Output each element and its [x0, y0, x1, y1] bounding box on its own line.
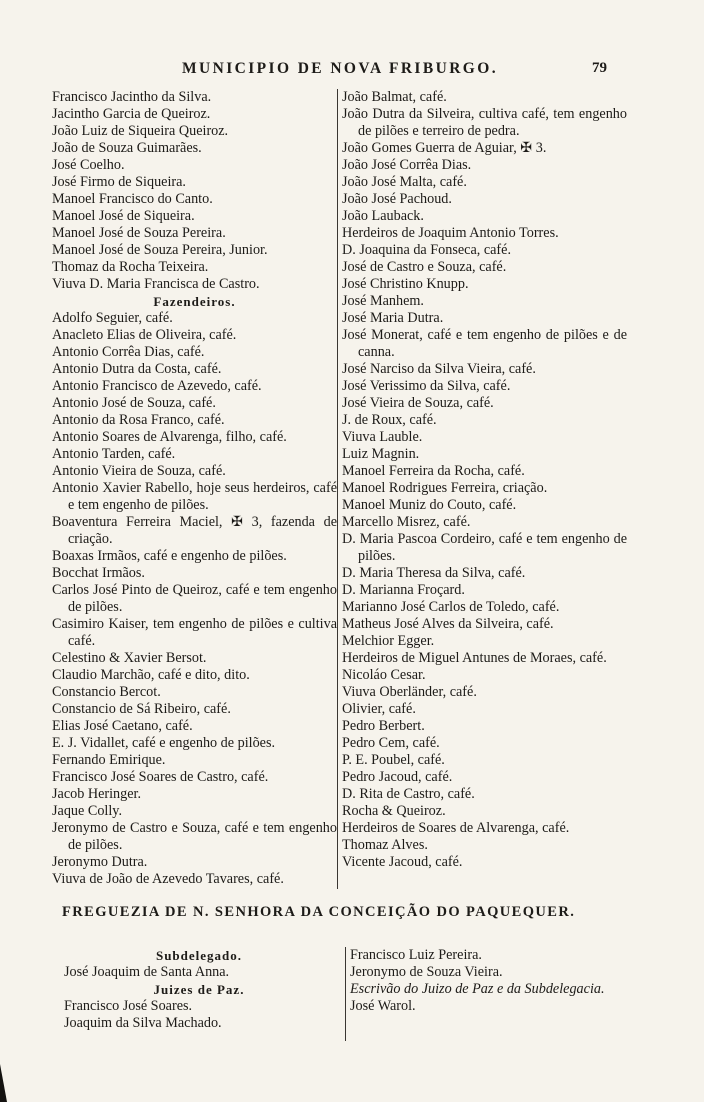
list-item: D. Rita de Castro, café.	[342, 786, 475, 802]
list-item: José Vieira de Souza, café.	[342, 395, 494, 411]
list-item: P. E. Poubel, café.	[342, 752, 445, 768]
list-item: Antonio Soares de Alvarenga, filho, café.	[52, 429, 287, 445]
list-item: Manoel Rodrigues Ferreira, criação.	[342, 480, 548, 496]
list-item: E. J. Vidallet, café e engenho de pilões.	[52, 735, 276, 751]
list-item: José Firmo de Siqueira.	[52, 174, 186, 190]
list-item: Francisco Luiz Pereira.	[350, 947, 482, 963]
list-item: José de Castro e Souza, café.	[342, 259, 507, 275]
list-item: Francisco José Soares de Castro, café.	[52, 769, 269, 785]
list-item: Constancio de Sá Ribeiro, café.	[52, 701, 231, 717]
list-item: D. Maria Theresa da Silva, café.	[342, 565, 526, 581]
list-item: João Gomes Guerra de Aguiar, ✠ 3.	[342, 140, 547, 156]
right-column	[337, 89, 627, 889]
list-item: João José Corrêa Dias.	[342, 157, 472, 173]
subheading-juizes-de-paz: Juizes de Paz.	[153, 982, 245, 997]
list-item: João Dutra da Silveira, cultiva café, tem engenho de pilões e terreiro de pedra.	[342, 106, 627, 139]
list-item: Pedro Cem, café.	[342, 735, 440, 751]
list-item: Pedro Jacoud, café.	[342, 769, 453, 785]
list-item: José Maria Dutra.	[342, 310, 444, 326]
list-item: Viuva Oberländer, café.	[342, 684, 477, 700]
list-item: Manoel José de Souza Pereira, Junior.	[52, 242, 268, 258]
list-item: Thomaz da Rocha Teixeira.	[52, 259, 209, 275]
list-item: José Coelho.	[52, 157, 125, 173]
list-item: Luiz Magnin.	[342, 446, 420, 462]
list-item: Elias José Caetano, café.	[52, 718, 193, 734]
list-item: D. Joaquina da Fonseca, café.	[342, 242, 512, 258]
list-item: Nicoláo Cesar.	[342, 667, 426, 683]
list-item: Jeronymo de Castro e Souza, café e tem engenho de pilões.	[52, 820, 337, 853]
list-item: Antonio José de Souza, café.	[52, 395, 216, 411]
list-item: Claudio Marchão, café e dito, dito.	[52, 667, 250, 683]
list-item: Marcello Misrez, café.	[342, 514, 471, 530]
list-item: Jeronymo de Souza Vieira.	[350, 964, 503, 980]
list-item: Boaxas Irmãos, café e engenho de pilões.	[52, 548, 287, 564]
list-item: João de Souza Guimarães.	[52, 140, 202, 156]
list-item: João Lauback.	[342, 208, 424, 224]
list-item: Bocchat Irmãos.	[52, 565, 145, 581]
list-item: Francisco Jacintho da Silva.	[52, 89, 212, 105]
list-item: Herdeiros de Soares de Alvarenga, café.	[342, 820, 570, 836]
list-item: José Narciso da Silva Vieira, café.	[342, 361, 536, 377]
list-item: Jacintho Garcia de Queiroz.	[52, 106, 211, 122]
list-item: Adolfo Seguier, café.	[52, 310, 173, 326]
list-item: Celestino & Xavier Bersot.	[52, 650, 207, 666]
list-item: José Verissimo da Silva, café.	[342, 378, 511, 394]
list-item: João José Pachoud.	[342, 191, 452, 207]
list-item: Manoel José de Souza Pereira.	[52, 225, 226, 241]
list-item: José Warol.	[350, 998, 416, 1014]
list-item: Manoel José de Siqueira.	[52, 208, 195, 224]
list-item: Jaque Colly.	[52, 803, 123, 819]
list-item: Jeronymo Dutra.	[52, 854, 148, 870]
list-item: Viuva D. Maria Francisca de Castro.	[52, 276, 260, 292]
list-item: Vicente Jacoud, café.	[342, 854, 463, 870]
list-item: Matheus José Alves da Silveira, café.	[342, 616, 554, 632]
section2-right-column	[345, 947, 635, 1041]
list-item: Boaventura Ferreira Maciel, ✠ 3, fazenda de criação.	[52, 514, 337, 547]
list-item: Manoel Francisco do Canto.	[52, 191, 213, 207]
subheading-escrivao: Escrivão do Juizo de Paz e da Subdelegacia.	[350, 981, 605, 997]
list-item: Olivier, café.	[342, 701, 416, 717]
list-item: D. Maria Pascoa Cordeiro, café e tem engenho de pilões.	[342, 531, 627, 564]
list-item: Thomaz Alves.	[342, 837, 428, 853]
list-item: Carlos José Pinto de Queiroz, café e tem engenho de pilões.	[52, 582, 337, 615]
list-item: José Monerat, café e tem engenho de pilões e de canna.	[342, 327, 627, 360]
page-header	[0, 60, 704, 82]
list-item: Pedro Berbert.	[342, 718, 425, 734]
list-item: Joaquim da Silva Machado.	[64, 1015, 222, 1031]
list-item: Jacob Heringer.	[52, 786, 142, 802]
list-item: J. de Roux, café.	[342, 412, 437, 428]
list-item: José Christino Knupp.	[342, 276, 469, 292]
list-item: Manoel Ferreira da Rocha, café.	[342, 463, 525, 479]
list-item: Herdeiros de Joaquim Antonio Torres.	[342, 225, 559, 241]
list-item: Herdeiros de Miguel Antunes de Moraes, café.	[342, 650, 607, 666]
list-item: Fernando Emirique.	[52, 752, 166, 768]
list-item: Antonio Xavier Rabello, hoje seus herdeiros, café e tem engenho de pilões.	[52, 480, 337, 513]
list-item: Viuva Lauble.	[342, 429, 423, 445]
list-item: Antonio da Rosa Franco, café.	[52, 412, 225, 428]
list-item: Melchior Egger.	[342, 633, 435, 649]
section-heading-fazendeiros: Fazendeiros.	[153, 294, 236, 309]
left-column	[52, 89, 337, 888]
page-title: MUNICIPIO DE NOVA FRIBURGO.	[182, 60, 498, 77]
list-item: D. Marianna Froçard.	[342, 582, 465, 598]
page-edge-mark	[0, 1064, 7, 1102]
list-item: Antonio Vieira de Souza, café.	[52, 463, 226, 479]
list-item: Antonio Corrêa Dias, café.	[52, 344, 205, 360]
list-item: José Manhem.	[342, 293, 424, 309]
page-number: 79	[592, 60, 607, 76]
section-title-paquequer: FREGUEZIA DE N. SENHORA DA CONCEIÇÃO DO PAQUEQUER.	[62, 904, 576, 920]
list-item: João José Malta, café.	[342, 174, 467, 190]
list-item: Constancio Bercot.	[52, 684, 161, 700]
section2-left-column	[64, 947, 334, 1032]
list-item: Anacleto Elias de Oliveira, café.	[52, 327, 237, 343]
list-item: Marianno José Carlos de Toledo, café.	[342, 599, 560, 615]
list-item: Viuva de João de Azevedo Tavares, café.	[52, 871, 284, 887]
list-item: Antonio Francisco de Azevedo, café.	[52, 378, 262, 394]
list-item: Antonio Dutra da Costa, café.	[52, 361, 222, 377]
list-item: José Joaquim de Santa Anna.	[64, 964, 230, 980]
list-item: Francisco José Soares.	[64, 998, 193, 1014]
list-item: João Luiz de Siqueira Queiroz.	[52, 123, 229, 139]
list-item: Manoel Muniz do Couto, café.	[342, 497, 517, 513]
list-item: João Balmat, café.	[342, 89, 447, 105]
list-item: Antonio Tarden, café.	[52, 446, 176, 462]
list-item: Casimiro Kaiser, tem engenho de pilões e cultiva café.	[52, 616, 337, 649]
subheading-subdelegado: Subdelegado.	[155, 948, 243, 963]
list-item: Rocha & Queiroz.	[342, 803, 446, 819]
